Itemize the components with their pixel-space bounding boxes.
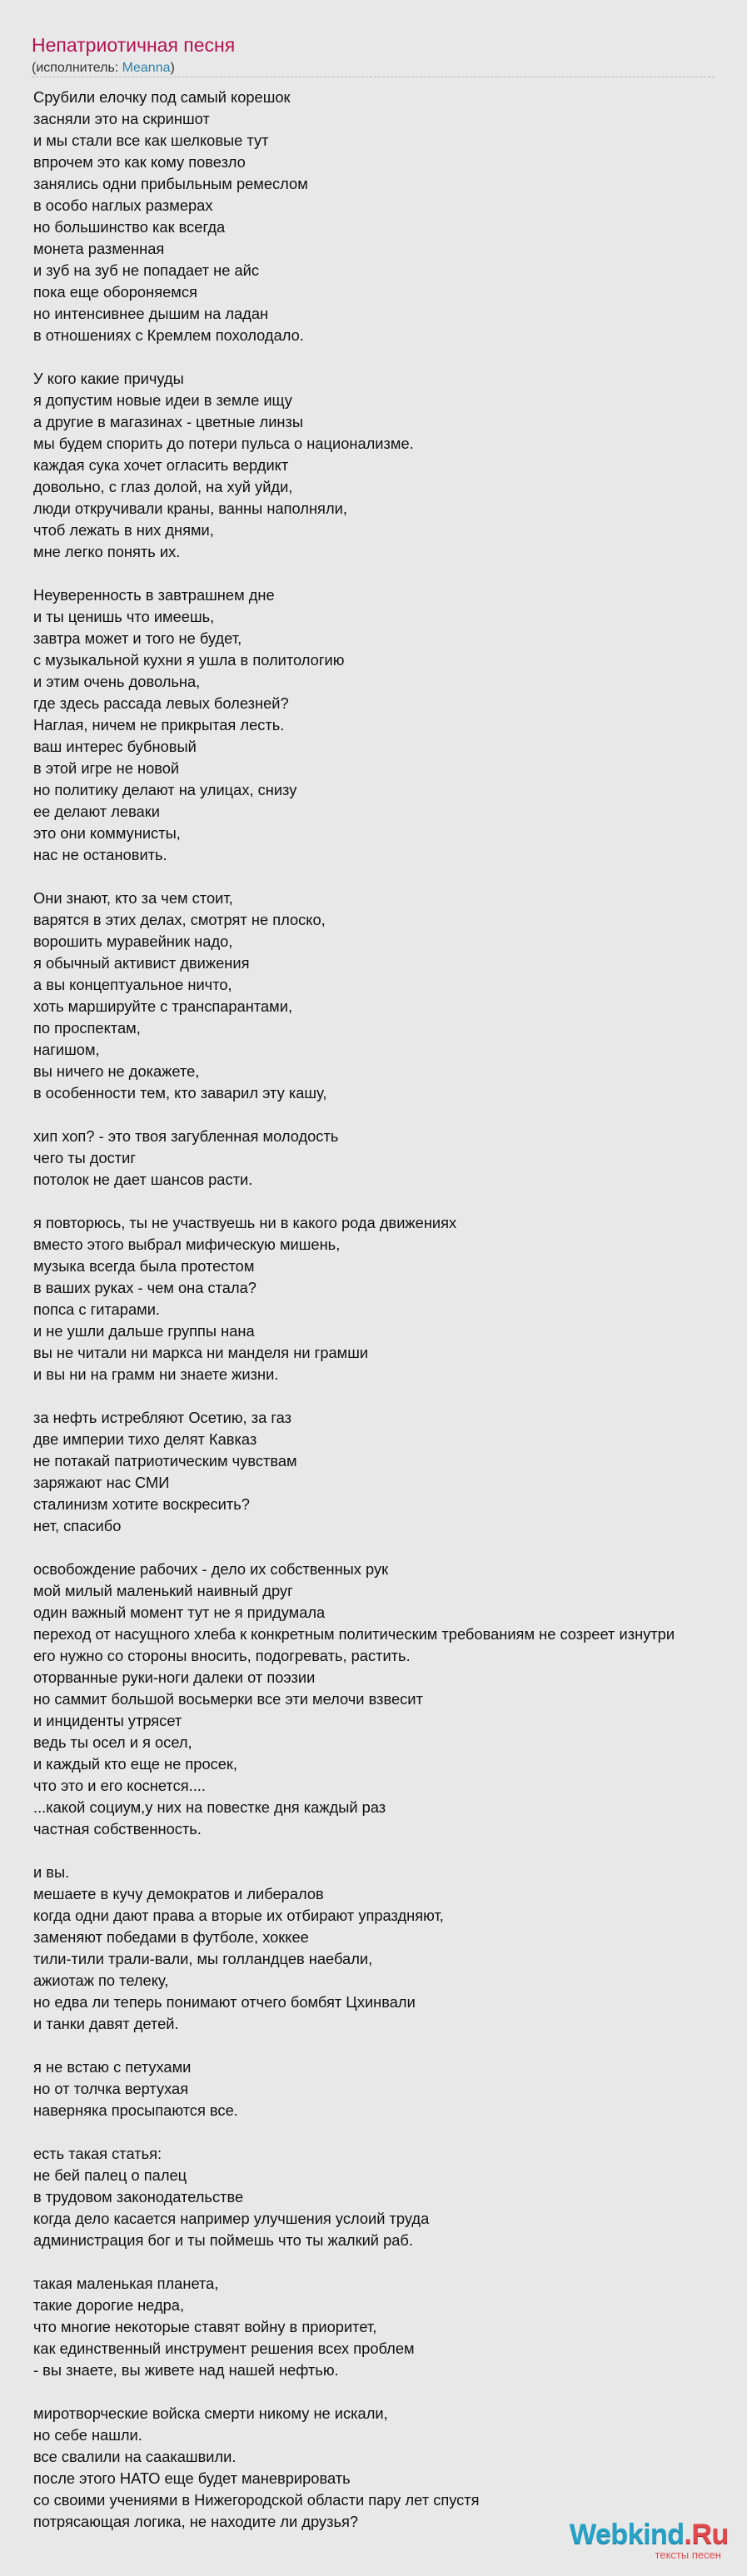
- logo-name: Webkind: [570, 2519, 685, 2550]
- artist-link[interactable]: Meanna: [122, 61, 171, 75]
- lyrics-text: Срубили елочку под самый корешок засняли это на скриншот и мы стали все как шелковые тут впрочем это как кому повезло занялись одни прибыльным ремеслом в особо наглых размерах но большинство как всегда монета разменная и зуб на зуб не попадает не айс пока еще обороняемся но интенсивнее дышим на ладан в отношениях с Кремлем похолодало. У кого какие причуды я допустим новые идеи в земле ищу а другие в магазинах - цветные линзы мы будем спорить до потери пульса о национализме. каждая сука хочет огласить вердикт довольно, с глаз долой, на хуй уйди, люди откручивали краны, ванны наполняли, чтоб лежать в них днями, мне легко понять их. Неуверенность в завтрашнем дне и ты ценишь что имеешь, завтра может и того не будет, с музыкальной кухни я ушла в политологию и этим очень довольна, где здесь рассада левых болезней? Наглая, ничем не прикрытая лесть. ваш интерес бубновый в этой игре не новой но политику делают на улицах, снизу ее делают леваки это они коммунисты, нас не остановить. Они знают, кто за чем стоит, варятся в этих делах, смотрят не плоско, ворошить муравейник надо, я обычный активист движения а вы концептуальное ничто, хоть маршируйте с транспарантами, по проспектам, нагишом, вы ничего не докажете, в особенности тем, кто заварил эту кашу, хип хоп? - это твоя загубленная молодость чего ты достиг потолок не дает шансов расти. я повторюсь, ты не участвуешь ни в какого рода движениях вместо этого выбрал мифическую мишень, музыка всегда была протестом в ваших руках - чем она стала? попса с гитарами. и не ушли дальше группы нана вы не читали ни маркса ни манделя ни грамши и вы ни на грамм ни знаете жизни. за нефть истребляют Осетию, за газ две империи тихо делят Кавказ не потакай патриотическим чувствам заряжают нас СМИ сталинизм хотите воскресить? нет, спасибо освобождение рабочих - дело их собственных рук мой милый маленький наивный друг один важный момент тут не я придумала переход от насущного хлеба к конкретным политическим требованиям не созреет изнутри его нужно со стороны вносить, подогревать, растить. оторванные руки-ноги далеки от поэзии но саммит большой восьмерки все эти мелочи взвесит и инциденты утрясет ведь ты осел и я осел, и каждый кто еще не просек, что это и его коснется.... ...какой социум,у них на повестке дня каждый раз частная собственность. и вы. мешаете в кучу демократов и либералов когда одни дают права а вторые их отбирают упраздняют, заменяют победами в футболе, хоккее тили-тили трали-вали, мы голландцев наебали, ажиотаж по телеку, но едва ли теперь понимают отчего бомбят Цхинвали и танки давят детей. я не встаю с петухами но от толчка вертухая наверняка просыпаются все. есть такая статья: не бей палец о палец в трудовом законодательстве когда дело касается например улучшения услоий труда администрация бог и ты поймешь что ты жалкий раб. такая маленькая планета, такие дорогие недра, что многие некоторые ставят войну в приоритет, как единственный инструмент решения всех проблем - вы знаете, вы живете над нашей нефтью. миротворческие войска смерти никому не искали, но себе нашли. все свалили на саакашвили. после этого НАТО еще будет маневрировать со своими учениями в Нижегородской области пару лет спустя потрясающая логика, не находите ли друзья?: [33, 88, 675, 2530]
- logo-tld: .Ru: [684, 2519, 729, 2550]
- byline: [32, 60, 715, 77]
- logo-wordmark: [570, 2518, 736, 2551]
- webkind-logo[interactable]: [570, 2518, 736, 2568]
- song-header: [32, 33, 715, 77]
- song-title: Непатриотичная песня: [32, 34, 236, 56]
- byline-suffix: ): [170, 61, 175, 75]
- byline-prefix: (исполнитель:: [32, 61, 122, 75]
- logo-tagline: тексты песен: [655, 2549, 721, 2561]
